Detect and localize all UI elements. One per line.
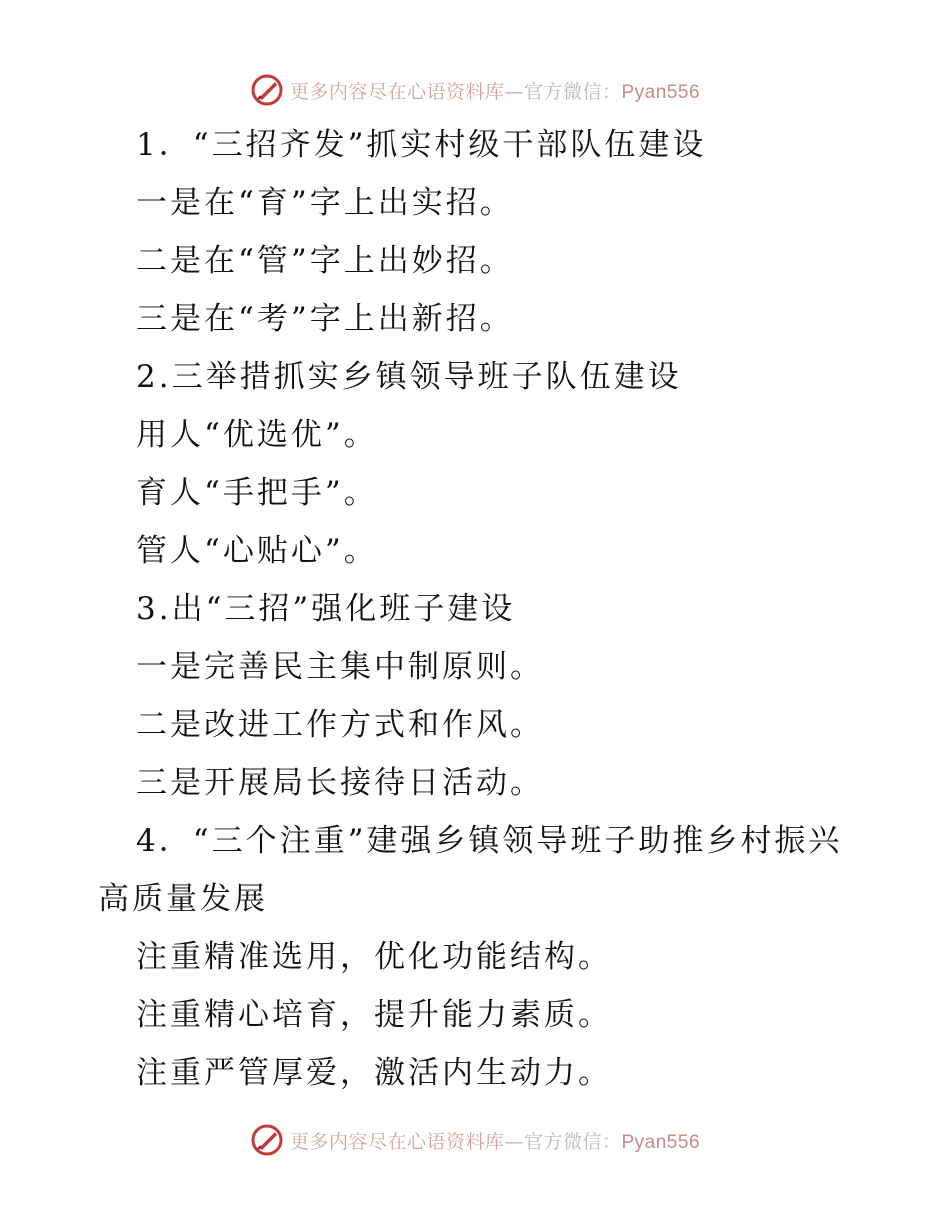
- watermark-main: 更多内容尽在心语资料库: [289, 80, 505, 103]
- paragraph-line: 三是在“考”字上出新招。: [136, 301, 514, 337]
- heading-1: 1．“三招齐发”抓实村级干部队伍建设: [136, 127, 707, 163]
- paragraph-line: 注重精心培育，提升能力素质。: [136, 997, 612, 1033]
- heading-2: 2.三举措抓实乡镇领导班子队伍建设: [136, 359, 682, 395]
- paragraph-line: 育人“手把手”。: [136, 475, 378, 511]
- paragraph-line: 注重精准选用，优化功能结构。: [136, 939, 612, 975]
- document-body: [98, 116, 858, 1102]
- paragraph-line: 管人“心贴心”。: [136, 533, 378, 569]
- watermark-wechat-id: Pyan556: [621, 81, 701, 103]
- watermark-separator: —: [504, 1130, 524, 1153]
- header-watermark: [0, 70, 950, 110]
- paragraph-line: 一是完善民主集中制原则。: [136, 649, 544, 685]
- paragraph-line: 注重严管厚爱，激活内生动力。: [136, 1055, 612, 1091]
- paragraph-line: 二是改进工作方式和作风。: [136, 707, 544, 743]
- watermark-text: [290, 77, 700, 104]
- watermark-wechat-id: Pyan556: [621, 1131, 701, 1153]
- watermark-separator: —: [504, 80, 524, 103]
- heading-3: 3.出“三招”强化班子建设: [136, 591, 516, 627]
- quill-seal-icon: [250, 73, 284, 107]
- paragraph-line: 一是在“育”字上出实招。: [136, 185, 514, 221]
- heading-4: 4．“三个注重”建强乡镇领导班子助推乡村振兴: [136, 823, 843, 859]
- watermark-text: [290, 1127, 700, 1154]
- watermark-wechat-label: 官方微信：: [523, 80, 622, 103]
- watermark-wechat-label: 官方微信：: [523, 1130, 622, 1153]
- watermark-main: 更多内容尽在心语资料库: [289, 1130, 505, 1153]
- footer-watermark: [0, 1120, 950, 1160]
- paragraph-line: 二是在“管”字上出妙招。: [136, 243, 514, 279]
- paragraph-line: 三是开展局长接待日活动。: [136, 765, 544, 801]
- heading-4-continued: 高质量发展: [98, 881, 268, 917]
- paragraph-line: 用人“优选优”。: [136, 417, 378, 453]
- quill-seal-icon: [250, 1123, 284, 1157]
